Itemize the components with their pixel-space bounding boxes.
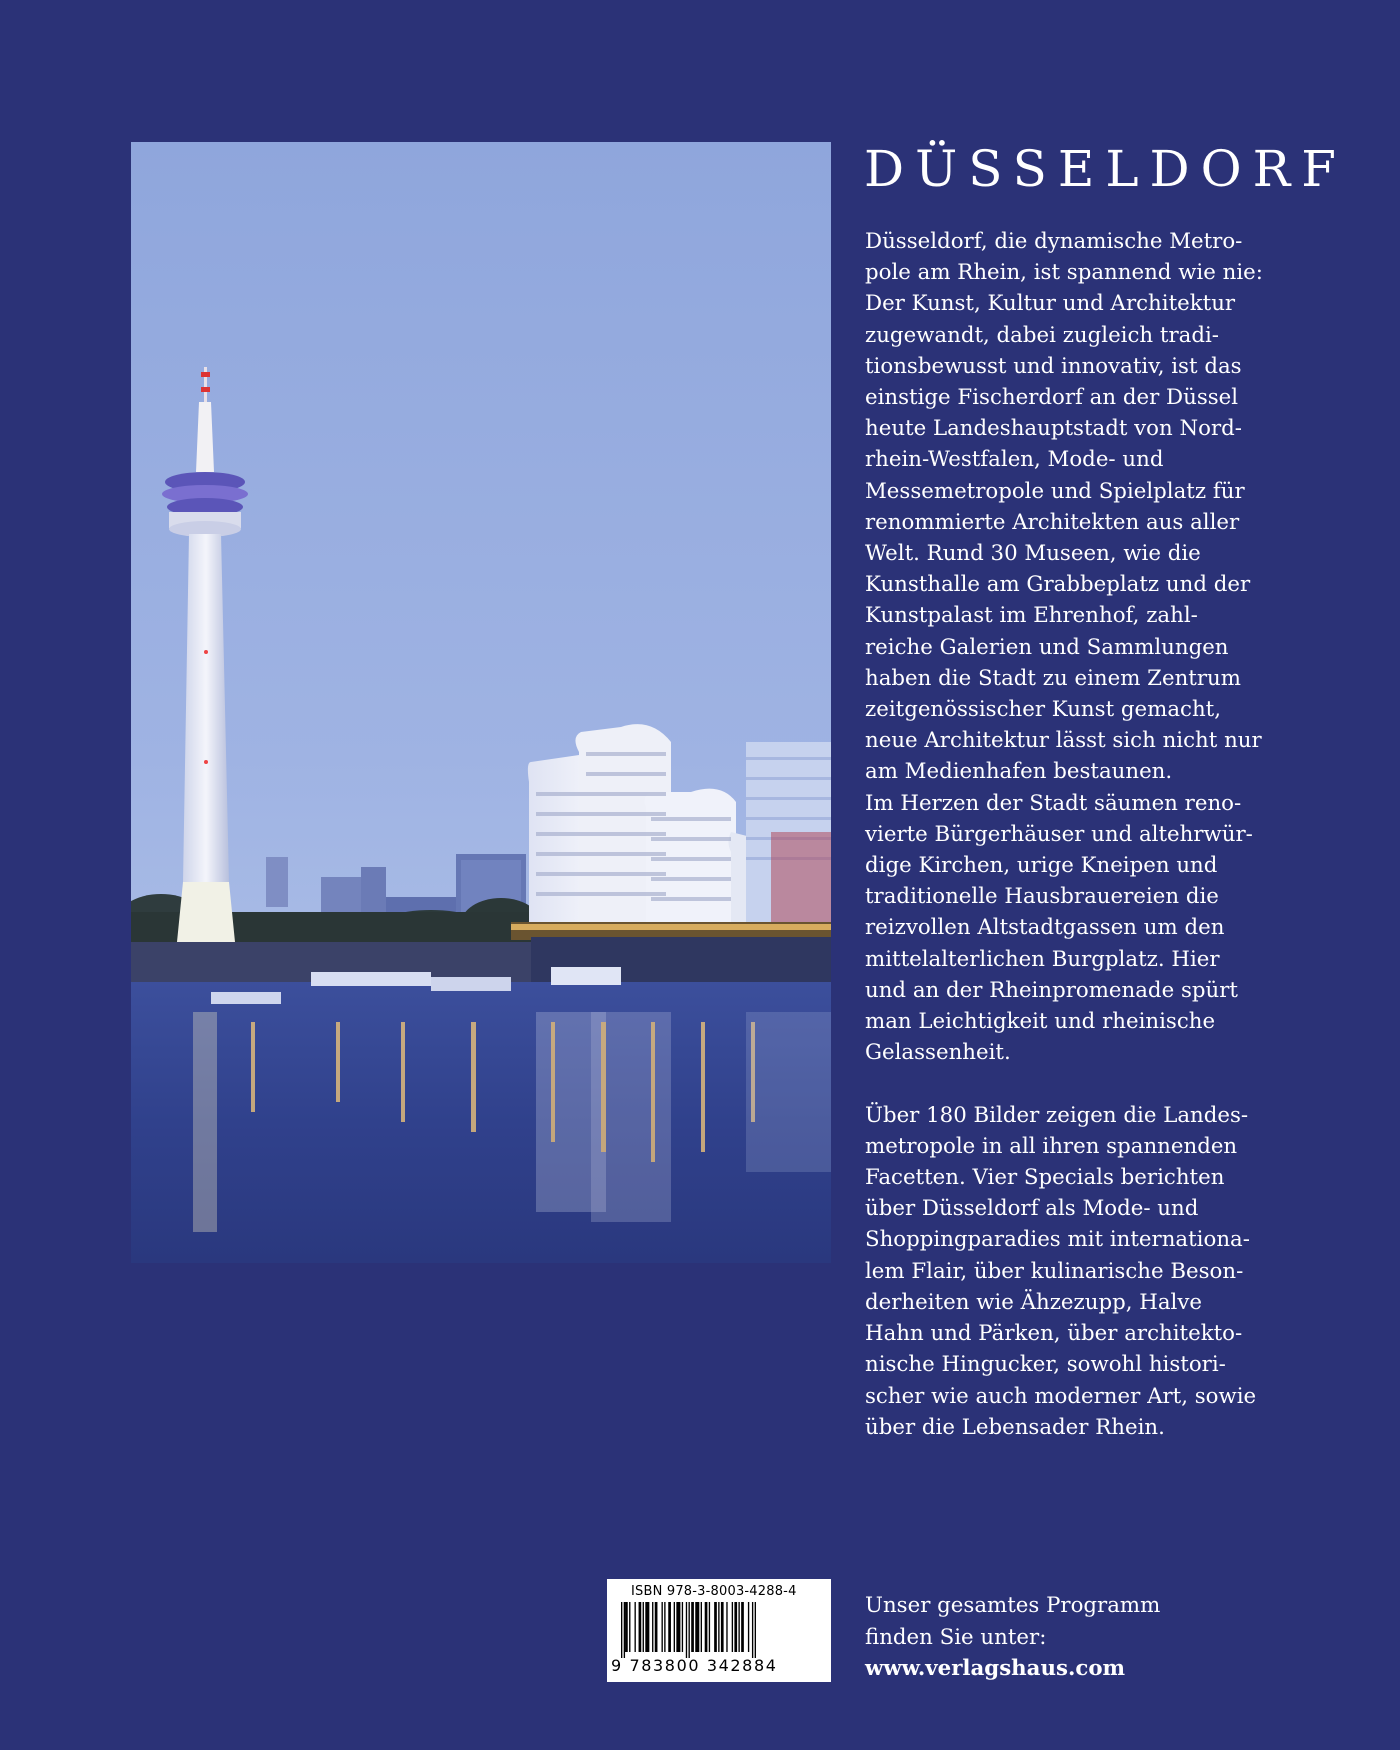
description-line: heute Landeshauptstadt von Nord- xyxy=(865,416,1242,442)
program-line-2: finden Sie unter: xyxy=(865,1624,1047,1650)
description-line: zugewandt, dabei zugleich tradi- xyxy=(865,322,1219,348)
description-line: traditionelle Hausbrauereien die xyxy=(865,884,1219,910)
description-text xyxy=(865,226,1285,1443)
description-line: Kunstpalast im Ehrenhof, zahl- xyxy=(865,603,1198,629)
description-line: vierte Bürgerhäuser und altehrwür- xyxy=(865,821,1253,847)
description-paragraph-1 xyxy=(865,226,1285,1068)
publisher-program-info xyxy=(865,1590,1160,1685)
ean-digits: 9 783800 342884 xyxy=(611,1656,778,1675)
program-line-1: Unser gesamtes Programm xyxy=(865,1593,1161,1618)
description-line: nische Hingucker, sowohl histori- xyxy=(865,1352,1226,1378)
description-line: rhein-Westfalen, Mode- und xyxy=(865,447,1164,473)
skyline-illustration xyxy=(131,142,831,1263)
description-line: Hahn und Pärken, über architekto- xyxy=(865,1321,1243,1347)
description-line: derheiten wie Ähzezupp, Halve xyxy=(865,1289,1202,1315)
description-line: Welt. Rund 30 Museen, wie die xyxy=(865,541,1201,567)
description-line: neue Architektur lässt sich nicht nur xyxy=(865,728,1262,754)
description-line: lem Flair, über kulinarische Beson- xyxy=(865,1258,1244,1284)
description-line: und an der Rheinpromenade spürt xyxy=(865,977,1238,1003)
description-line: dige Kirchen, urige Kneipen und xyxy=(865,853,1218,879)
description-line: haben die Stadt zu einem Zentrum xyxy=(865,665,1241,691)
description-line: mittelalterlichen Burgplatz. Hier xyxy=(865,946,1220,972)
description-line: tionsbewusst und innovativ, ist das xyxy=(865,353,1242,379)
description-line: metropole in all ihren spannenden xyxy=(865,1133,1238,1159)
description-line: am Medienhafen bestaunen. xyxy=(865,759,1173,785)
description-line: man Leichtigkeit und rheinische xyxy=(865,1009,1216,1035)
cover-photo-duesseldorf-skyline xyxy=(131,142,831,1263)
description-line: zeitgenössischer Kunst gemacht, xyxy=(865,697,1221,723)
publisher-url[interactable]: www.verlagshaus.com xyxy=(865,1656,1126,1681)
description-line: Facetten. Vier Specials berichten xyxy=(865,1165,1225,1191)
description-line: Messemetropole und Spielplatz für xyxy=(865,478,1245,504)
description-line: renommierte Architekten aus aller xyxy=(865,509,1240,535)
description-line: reizvollen Altstadtgassen um den xyxy=(865,915,1225,941)
paragraph-gap xyxy=(865,1068,1285,1099)
book-title: DÜSSELDORF xyxy=(864,140,1347,198)
description-line: Gelassenheit. xyxy=(865,1040,1011,1066)
isbn-label: ISBN 978-3-8003-4288-4 xyxy=(631,1584,797,1599)
description-line: pole am Rhein, ist spannend wie nie: xyxy=(865,260,1263,286)
description-paragraph-2 xyxy=(865,1100,1285,1443)
description-line: Shoppingparadies mit internationa- xyxy=(865,1227,1250,1253)
isbn-barcode xyxy=(607,1579,831,1682)
barcode-bars xyxy=(621,1602,821,1658)
description-line: scher wie auch moderner Art, sowie xyxy=(865,1383,1257,1409)
description-line: über die Lebensader Rhein. xyxy=(865,1414,1165,1440)
description-line: Der Kunst, Kultur und Architektur xyxy=(865,291,1236,317)
description-line: einstige Fischerdorf an der Düssel xyxy=(865,385,1239,411)
description-line: Kunsthalle am Grabbeplatz und der xyxy=(865,572,1251,598)
description-line: Düsseldorf, die dynamische Metro- xyxy=(865,229,1243,254)
description-line: reiche Galerien und Sammlungen xyxy=(865,634,1229,660)
description-line: Im Herzen der Stadt säumen reno- xyxy=(865,790,1242,816)
description-line: Über 180 Bilder zeigen die Landes- xyxy=(865,1102,1249,1128)
description-line: über Düsseldorf als Mode- und xyxy=(865,1196,1199,1222)
